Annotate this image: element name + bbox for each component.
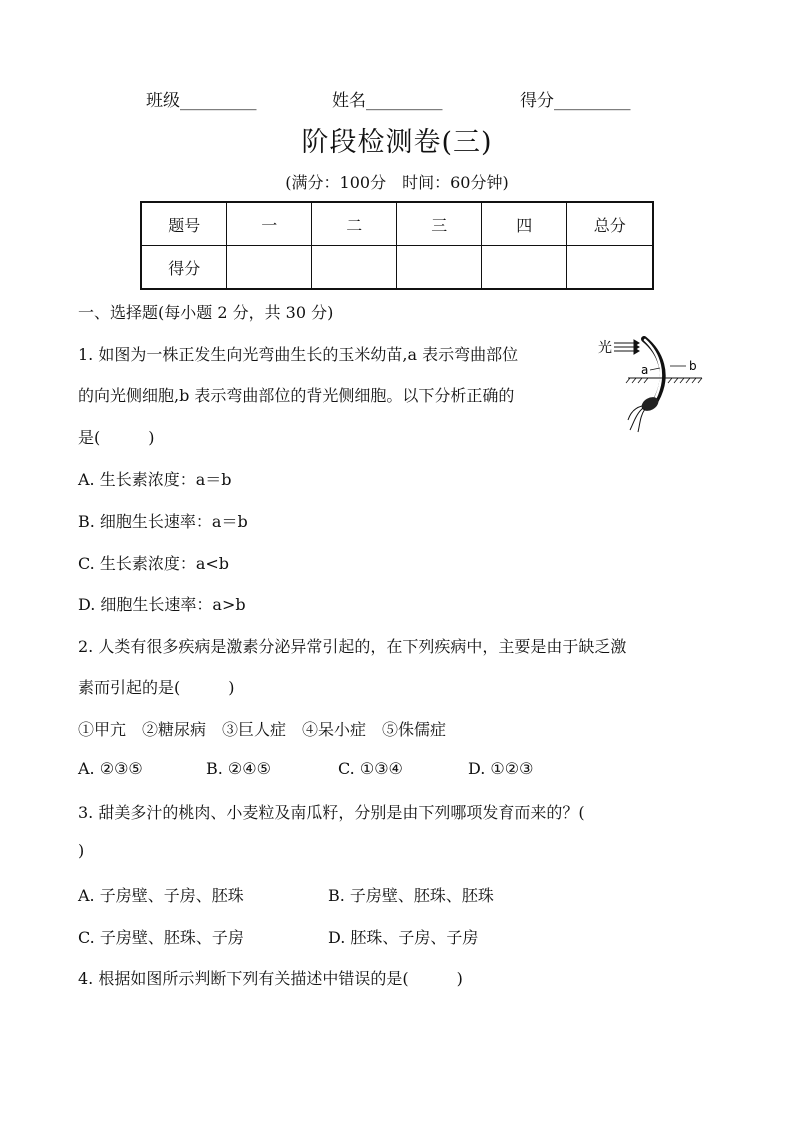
question-1-line: 是( ) — [78, 428, 155, 447]
table-cell: 三 — [397, 202, 482, 246]
light-label: 光 — [598, 340, 612, 356]
question-2-items: ①甲亢 ②糖尿病 ③巨人症 ④呆小症 ⑤侏儒症 — [78, 720, 447, 739]
question-3-option: A. 子房壁、子房、胚珠 — [78, 886, 244, 905]
question-2-option: D. ①②③ — [468, 759, 534, 778]
question-1-option: C. 生长素浓度：a<b — [78, 554, 230, 573]
question-1-option: B. 细胞生长速率：a＝b — [78, 512, 248, 531]
score-cell[interactable] — [481, 246, 566, 290]
class-field: 班级_________ — [146, 91, 257, 111]
score-cell[interactable] — [311, 246, 396, 290]
table-cell: 总分 — [567, 202, 653, 246]
score-field: 得分_________ — [520, 91, 631, 111]
question-4-line: 4. 根据如图所示判断下列有关描述中错误的是( ) — [78, 969, 463, 988]
score-cell[interactable] — [227, 246, 312, 290]
page-title: 阶段检测卷(三) — [301, 127, 493, 158]
seedling-figure — [598, 334, 708, 434]
question-3-line: ) — [78, 841, 85, 860]
table-header-row — [141, 202, 653, 246]
question-1-line: 1. 如图为一株正发生向光弯曲生长的玉米幼苗,a 表示弯曲部位 — [78, 345, 519, 364]
table-cell: 一 — [227, 202, 312, 246]
score-cell[interactable] — [397, 246, 482, 290]
question-1-option: D. 细胞生长速率：a>b — [78, 595, 246, 614]
question-3-option: B. 子房壁、胚珠、胚珠 — [328, 886, 494, 905]
table-score-row — [141, 246, 653, 290]
name-field: 姓名_________ — [332, 91, 443, 111]
table-cell: 得分 — [141, 246, 227, 290]
question-2-line: 素而引起的是( ) — [78, 678, 235, 697]
table-cell: 题号 — [141, 202, 227, 246]
question-2-option: A. ②③⑤ — [78, 759, 143, 778]
question-3-option: D. 胚珠、子房、子房 — [328, 928, 479, 947]
table-cell: 四 — [481, 202, 566, 246]
question-2-option: C. ①③④ — [338, 759, 403, 778]
question-2-line: 2. 人类有很多疾病是激素分泌异常引起的，在下列疾病中，主要是由于缺乏激 — [78, 637, 627, 656]
roots — [628, 406, 645, 432]
score-table — [140, 201, 654, 290]
section-heading: 一、选择题(每小题 2 分，共 30 分) — [78, 303, 334, 322]
score-cell[interactable] — [567, 246, 653, 290]
question-3-line: 3. 甜美多汁的桃肉、小麦粒及南瓜籽，分别是由下列哪项发育而来的？( — [78, 803, 585, 822]
question-3-option: C. 子房壁、胚珠、子房 — [78, 928, 244, 947]
label-a: a — [641, 363, 649, 377]
table-cell: 二 — [311, 202, 396, 246]
light-arrows — [614, 340, 639, 354]
exam-info: (满分：100分 时间：60分钟) — [285, 173, 509, 192]
question-1-option: A. 生长素浓度：a＝b — [78, 470, 232, 489]
label-b: b — [689, 359, 697, 373]
question-1-line: 的向光侧细胞,b 表示弯曲部位的背光侧细胞。以下分析正确的 — [78, 386, 515, 405]
question-2-option: B. ②④⑤ — [206, 759, 271, 778]
